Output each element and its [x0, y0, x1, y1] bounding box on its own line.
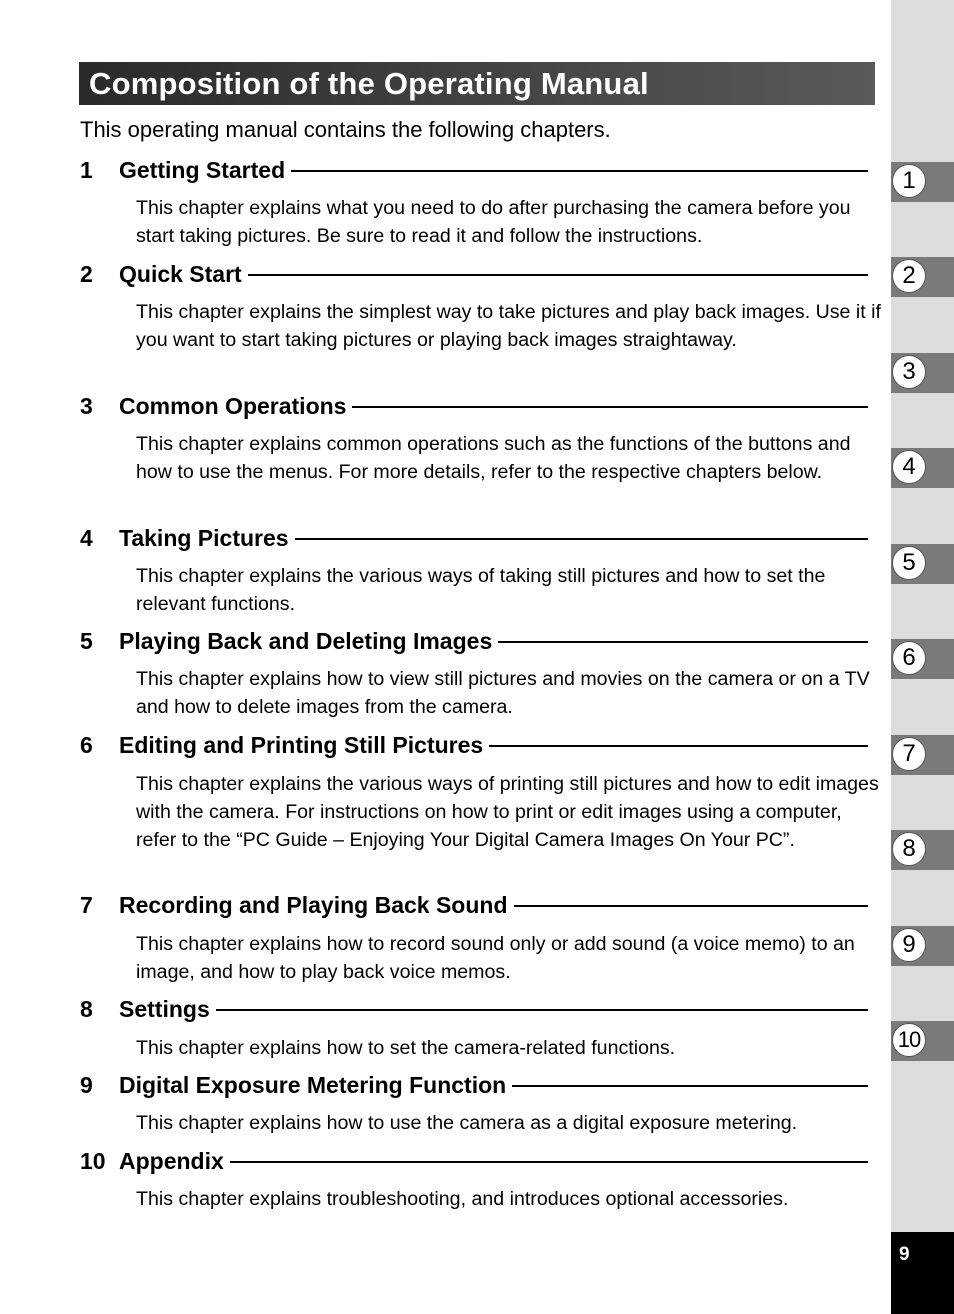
chapter-title: Getting Started — [119, 156, 286, 183]
chapter-rule — [216, 1009, 868, 1011]
chapter-number: 3 — [80, 392, 93, 419]
chapter-title: Quick Start — [119, 260, 242, 287]
tab-number: 1 — [892, 164, 926, 198]
chapter-description: This chapter explains how to record sound only or add sound (a voice memo) to an image, and how to play back voice memos. — [136, 933, 855, 983]
chapter-description: This chapter explains the various ways of printing still pictures and how to edit images with the camera. For instructions on how to print or edit images using a computer, refer to the “PC Guide – Enjoying Your Digital Camera Images On Your PC”. — [136, 773, 879, 851]
chapter-heading — [80, 891, 868, 919]
tab-number: 3 — [892, 355, 926, 389]
chapter-tab-4[interactable] — [891, 448, 954, 488]
chapter-title: Taking Pictures — [119, 524, 289, 551]
chapter-rule — [514, 905, 868, 907]
chapter-tab-2[interactable] — [891, 257, 954, 297]
chapter-heading — [80, 392, 868, 420]
chapter-number: 9 — [80, 1071, 93, 1098]
chapter-description: This chapter explains the various ways of taking still pictures and how to set the relevant functions. — [136, 565, 826, 615]
chapter-title: Appendix — [119, 1147, 224, 1174]
chapter-heading — [80, 1147, 868, 1175]
tab-number: 6 — [892, 641, 926, 675]
chapter-number: 8 — [80, 995, 93, 1022]
chapter-heading — [80, 260, 868, 288]
chapter-tab-8[interactable] — [891, 830, 954, 870]
chapter-rule — [489, 745, 868, 747]
chapter-number: 7 — [80, 891, 93, 918]
tab-number: 2 — [892, 259, 926, 293]
chapter-heading — [80, 731, 868, 759]
page-number-box — [891, 1232, 954, 1314]
chapter-description: This chapter explains common operations such as the functions of the buttons and how to use the menus. For more details, refer to the respective chapters below. — [136, 433, 851, 483]
page-title: Composition of the Operating Manual — [89, 65, 649, 101]
chapter-title: Digital Exposure Metering Function — [119, 1071, 507, 1098]
chapter-tab-6[interactable] — [891, 639, 954, 679]
chapter-tab-9[interactable] — [891, 926, 954, 966]
tab-number: 9 — [892, 928, 926, 962]
tab-number: 8 — [892, 832, 926, 866]
chapter-rule — [248, 274, 868, 276]
chapter-tab-10[interactable] — [891, 1021, 954, 1061]
chapter-title: Editing and Printing Still Pictures — [119, 731, 484, 758]
chapter-description: This chapter explains how to set the camera-related functions. — [136, 1037, 676, 1059]
chapter-description: This chapter explains how to use the camera as a digital exposure metering. — [136, 1112, 798, 1134]
tab-number: 7 — [892, 737, 926, 771]
chapter-description: This chapter explains troubleshooting, and introduces optional accessories. — [136, 1188, 789, 1210]
chapter-title: Recording and Playing Back Sound — [119, 891, 508, 918]
chapter-tab-1[interactable] — [891, 162, 954, 202]
page-number: 9 — [899, 1244, 910, 1265]
chapter-number: 4 — [80, 524, 93, 551]
tab-number: 10 — [892, 1023, 926, 1057]
chapter-description: This chapter explains what you need to do after purchasing the camera before you start taking pictures. Be sure to read it and follow the instructions. — [136, 197, 851, 247]
chapter-tab-5[interactable] — [891, 544, 954, 584]
chapter-number: 2 — [80, 260, 93, 287]
chapter-description: This chapter explains how to view still pictures and movies on the camera or on a TV and how to delete images from the camera. — [136, 668, 870, 718]
chapter-title: Playing Back and Deleting Images — [119, 627, 493, 654]
chapter-number: 5 — [80, 627, 93, 654]
chapter-rule — [230, 1161, 868, 1163]
chapter-heading — [80, 156, 868, 184]
chapter-rule — [291, 170, 868, 172]
chapter-rule — [498, 641, 868, 643]
chapter-tab-3[interactable] — [891, 353, 954, 393]
chapter-heading — [80, 524, 868, 552]
chapter-number: 6 — [80, 731, 93, 758]
tab-number: 4 — [892, 450, 926, 484]
chapter-number: 10 — [80, 1147, 106, 1174]
tab-number: 5 — [892, 546, 926, 580]
intro-text: This operating manual contains the following chapters. — [80, 117, 611, 142]
chapter-title: Common Operations — [119, 392, 347, 419]
chapter-title: Settings — [119, 995, 210, 1022]
chapter-rule — [352, 406, 868, 408]
chapter-number: 1 — [80, 156, 93, 183]
chapter-description: This chapter explains the simplest way to take pictures and play back images. Use it if you want to start taking pictures or playing back images straightaway. — [136, 301, 881, 351]
chapter-heading — [80, 995, 868, 1023]
chapter-heading — [80, 627, 868, 655]
chapter-rule — [295, 538, 868, 540]
chapter-rule — [512, 1085, 868, 1087]
chapter-tab-7[interactable] — [891, 735, 954, 775]
title-bar — [79, 62, 875, 105]
chapter-heading — [80, 1071, 868, 1099]
